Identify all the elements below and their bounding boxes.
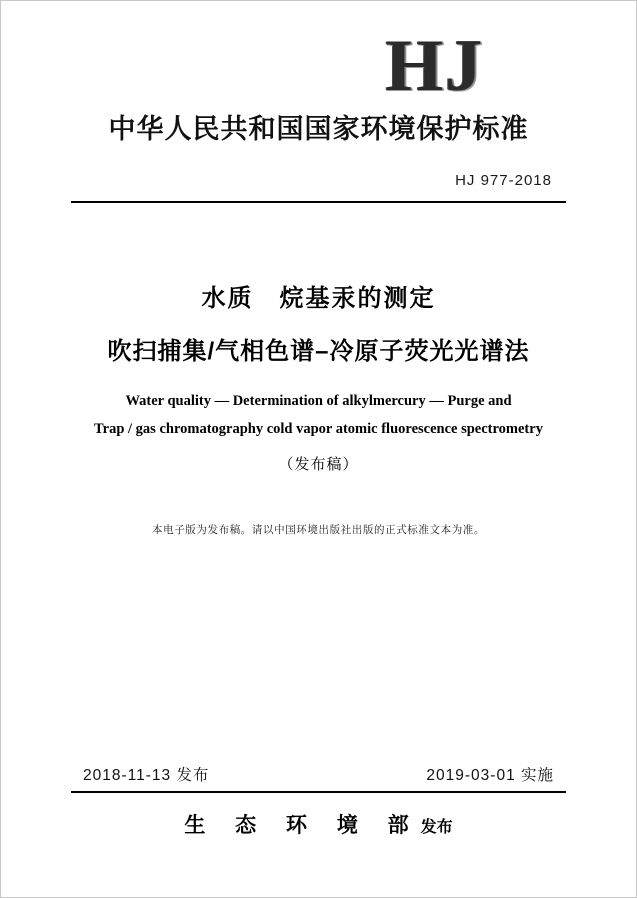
header-divider: [71, 201, 566, 203]
effective-date: 2019-03-01 实施: [426, 767, 554, 784]
title-block: [71, 278, 566, 474]
hj-logo: HJ: [385, 25, 484, 107]
title-english-line1: Water quality — Determination of alkylmercury — Purge and: [125, 393, 512, 410]
standard-number: HJ 977-2018: [455, 172, 552, 190]
title-chinese-line2: 吹扫捕集/气相色谱–冷原子荧光光谱法: [107, 338, 530, 366]
title-chinese-line1: 水质 烷基汞的测定: [201, 285, 436, 313]
cover-footer: [71, 763, 566, 839]
title-english: [71, 388, 566, 443]
issue-date: 2018-11-13 发布: [83, 767, 210, 784]
issuer-department: 生 态 环 境 部: [184, 814, 421, 837]
issuer-verb: 发布: [420, 819, 453, 836]
publication-note: 本电子版为发布稿。请以中国环境出版社出版的正式标准文本为准。: [152, 524, 485, 537]
title-english-line2: Trap / gas chromatography cold vapor atomic fluorescence spectrometry: [94, 420, 543, 437]
draft-status: （发布稿）: [278, 456, 359, 474]
issuer-line: [71, 809, 566, 839]
authority-title: 中华人民共和国国家环境保护标准: [108, 114, 529, 145]
date-row: [71, 763, 566, 791]
footer-divider: [71, 791, 566, 793]
